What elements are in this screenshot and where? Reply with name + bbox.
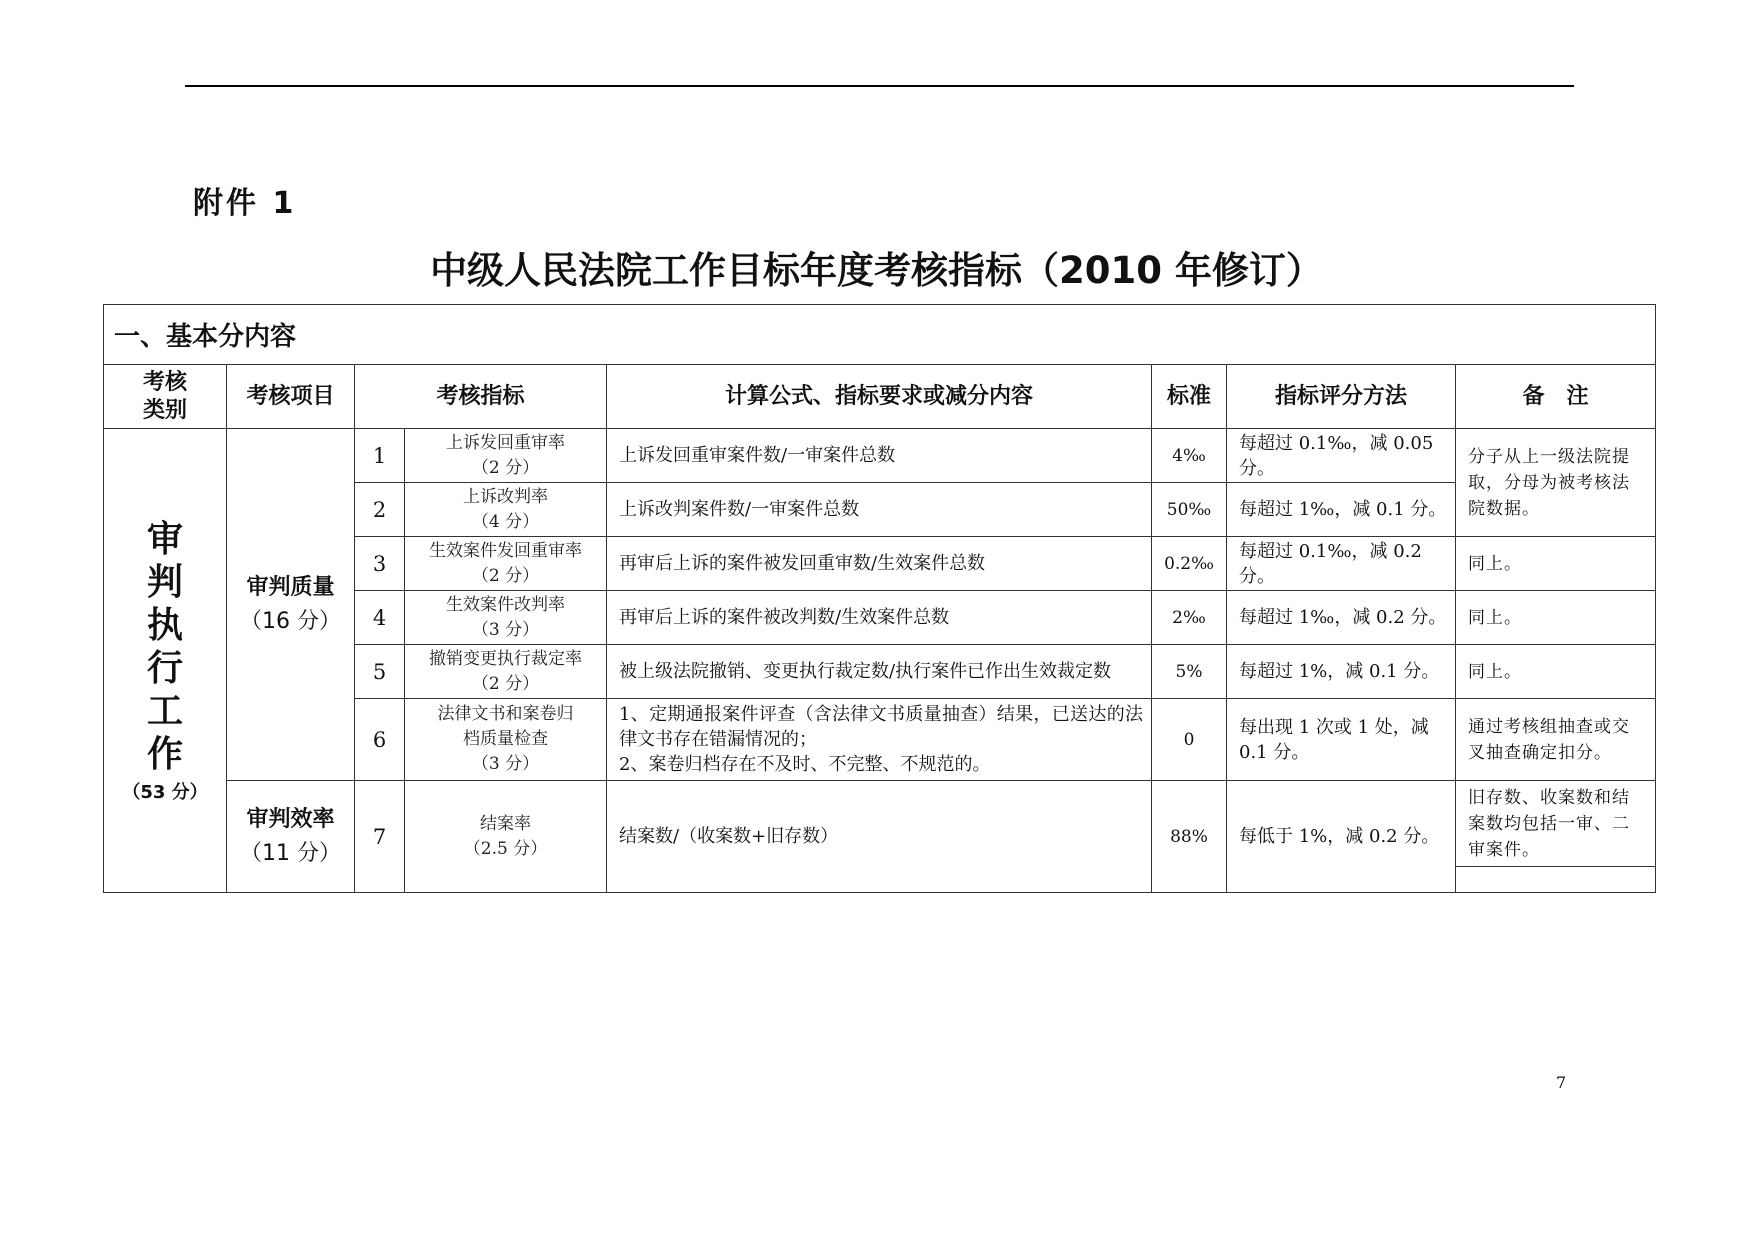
header-indicator: 考核指标 [355,365,607,429]
project-quality [227,429,355,781]
header-note: 备 注 [1456,365,1656,429]
header-category: 考核 类别 [104,365,227,429]
standard: 88% [1152,781,1227,893]
section-title: 一、基本分内容 [104,305,1656,365]
standard: 0 [1152,699,1227,781]
note: 同上。 [1456,645,1656,699]
indicator-name: 上诉发回重审率 （2 分） [405,429,607,483]
row-number: 6 [355,699,405,781]
formula: 上诉发回重审案件数/一审案件总数 [607,429,1152,483]
scoring-method: 每超过 1‰，减 0.1 分。 [1227,483,1456,537]
assessment-table [103,304,1656,893]
document-title: 中级人民法院工作目标年度考核指标（2010 年修订） [430,249,1323,292]
header-formula: 计算公式、指标要求或减分内容 [607,365,1152,429]
table-row [104,781,1656,867]
scoring-method: 每超过 0.1‰，减 0.2 分。 [1227,537,1456,591]
header-standard: 标准 [1152,365,1227,429]
scoring-method: 每超过 1%，减 0.1 分。 [1227,645,1456,699]
scoring-method: 每超过 0.1‰，减 0.05 分。 [1227,429,1456,483]
standard: 5% [1152,645,1227,699]
note-spacer [1456,867,1656,893]
scoring-method: 每超过 1‰，减 0.2 分。 [1227,591,1456,645]
indicator-name: 上诉改判率 （4 分） [405,483,607,537]
standard: 0.2‰ [1152,537,1227,591]
attachment-label: 附件 1 [193,186,297,221]
page-number: 7 [1556,1073,1567,1092]
row-number: 1 [355,429,405,483]
category-score: （53 分） [122,781,208,803]
table-row [104,429,1656,483]
table-header-row [104,365,1656,429]
indicator-name: 法律文书和案卷归 档质量检查 （3 分） [405,699,607,781]
note: 同上。 [1456,591,1656,645]
formula: 再审后上诉的案件被改判数/生效案件总数 [607,591,1152,645]
formula: 结案数/（收案数+旧存数） [607,781,1152,893]
formula: 再审后上诉的案件被发回重审数/生效案件总数 [607,537,1152,591]
row-number: 4 [355,591,405,645]
header-project: 考核项目 [227,365,355,429]
scoring-method: 每出现 1 次或 1 处，减 0.1 分。 [1227,699,1456,781]
project-score: （11 分） [240,840,341,866]
indicator-name: 结案率 （2.5 分） [405,781,607,893]
formula: 被上级法院撤销、变更执行裁定数/执行案件已作出生效裁定数 [607,645,1152,699]
note: 分子从上一级法院提取，分母为被考核法院数据。 [1456,429,1656,537]
header-method: 指标评分方法 [1227,365,1456,429]
category-cell [104,429,227,893]
note: 通过考核组抽查或交叉抽查确定扣分。 [1456,699,1656,781]
indicator-name: 生效案件改判率 （3 分） [405,591,607,645]
row-number: 3 [355,537,405,591]
category-name: 审 判 执 行 工 作 [146,518,183,775]
formula: 1、定期通报案件评查（含法律文书质量抽查）结果，已送达的法律文书存在错漏情况的； 2、案卷归档存在不及时、不完整、不规范的。 [607,699,1152,781]
row-number: 2 [355,483,405,537]
formula: 上诉改判案件数/一审案件总数 [607,483,1152,537]
indicator-name: 撤销变更执行裁定率 （2 分） [405,645,607,699]
standard: 2‰ [1152,591,1227,645]
note: 旧存数、收案数和结案数均包括一审、二审案件。 [1456,781,1656,867]
project-name: 审判效率 [246,806,335,832]
indicator-name: 生效案件发回重审率 （2 分） [405,537,607,591]
header-rule [185,85,1574,87]
note: 同上。 [1456,537,1656,591]
project-efficiency [227,781,355,893]
scoring-method: 每低于 1%，减 0.2 分。 [1227,781,1456,893]
standard: 50‰ [1152,483,1227,537]
row-number: 7 [355,781,405,893]
project-score: （16 分） [240,608,341,634]
standard: 4‰ [1152,429,1227,483]
project-name: 审判质量 [246,574,335,600]
row-number: 5 [355,645,405,699]
